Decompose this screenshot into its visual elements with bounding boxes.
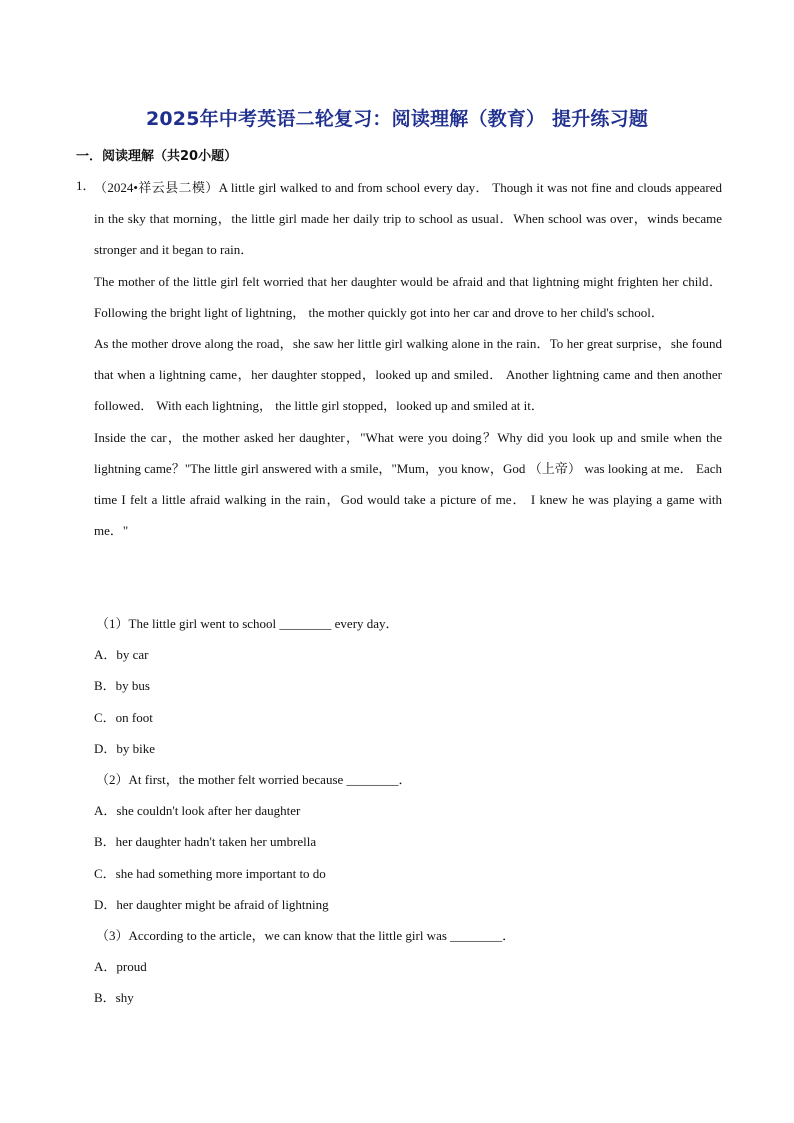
reading-passage xyxy=(94,172,722,546)
question-3-option-b[interactable]: B．shy xyxy=(94,990,134,1006)
item-number: 1． xyxy=(76,178,96,193)
question-1-option-c[interactable]: C．on foot xyxy=(94,709,153,725)
question-stem-2: （2）At first，the mother felt worried because ________． xyxy=(96,772,412,788)
question-3-option-a[interactable]: A．proud xyxy=(94,959,147,975)
question-2-option-a[interactable]: A．she couldn't look after her daughter xyxy=(94,803,301,819)
question-2-option-d[interactable]: D．her daughter might be afraid of lightning xyxy=(94,896,329,912)
question-1-option-a[interactable]: A．by car xyxy=(94,647,149,663)
question-2-option-b[interactable]: B．her daughter hadn't taken her umbrella xyxy=(94,834,317,850)
question-1-option-d[interactable]: D．by bike xyxy=(94,740,156,756)
question-stem-1: （1）The little girl went to school ________ every day． xyxy=(96,616,399,631)
question-stem-3: （3）According to the article，we can know that the little girl was ________． xyxy=(96,928,516,944)
passage-paragraph: The mother of the little girl felt worried that her daughter would be afraid and that lightning might frighten her child． Following the bright light of lightning， the mother quickly got into her car and drove to her child's school． xyxy=(94,273,722,320)
passage-paragraph: As the mother drove along the road，she saw her little girl walking alone in the rain．To her great surprise，she found that when a lightning came，her daughter stopped，looked up and smiled． Another lightning came and then another followed． With each lightning， the little girl stopped，looked up and smiled at it． xyxy=(94,336,722,414)
section-heading: 一．阅读理解（共20小题） xyxy=(76,149,238,164)
document-title: 2025年中考英语二轮复习：阅读理解（教育） 提升练习题 xyxy=(145,108,649,130)
question-1-option-b[interactable]: B．by bus xyxy=(94,678,150,694)
passage-paragraph: Inside the car，the mother asked her daughter，"What were you doing？Why did you look up and smile when the lightning came？"The little girl answered with a smile，"Mum，you know，God （上帝） was looking at me． Each time I felt a little afraid walking in the rain，God would take a picture of me． I knew he was playing a game with me．" xyxy=(94,429,722,539)
passage-paragraph: （2024•祥云县二模）A little girl walked to and from school every day． Though it was not fine and clouds appeared in the sky that morning，the little girl made her daily trip to school as usual．When school was over，winds became stronger and it began to rain． xyxy=(94,180,722,258)
question-list xyxy=(94,608,722,1014)
question-2-option-c[interactable]: C．she had something more important to do xyxy=(94,865,326,881)
